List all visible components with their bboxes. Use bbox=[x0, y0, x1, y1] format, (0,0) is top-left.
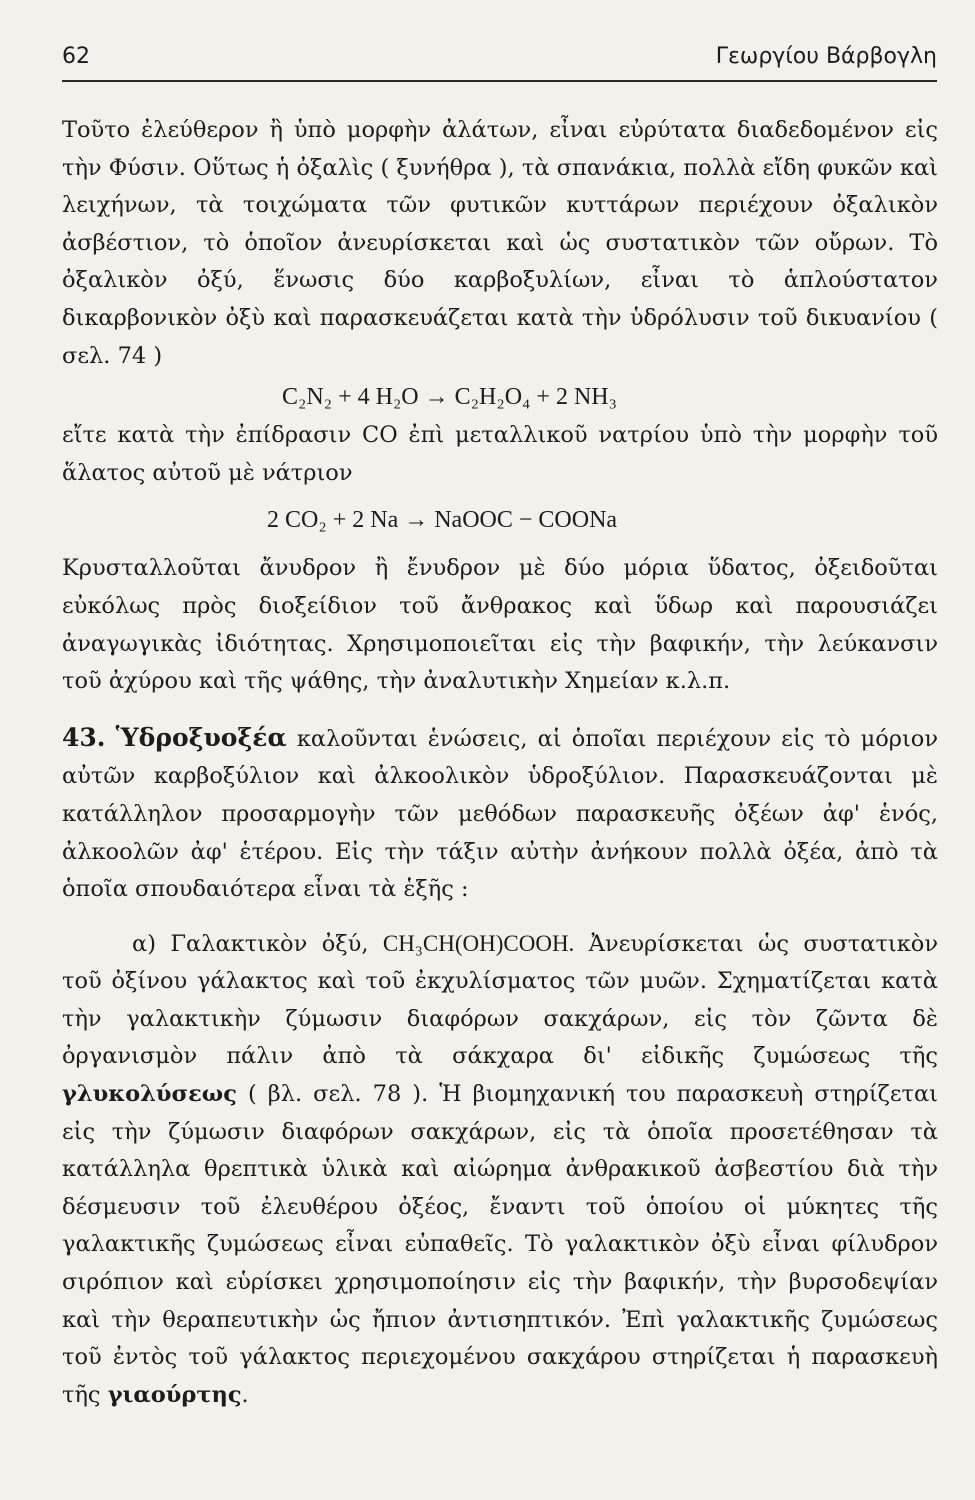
term-glycolysis: γλυκολύσεως bbox=[62, 1081, 237, 1108]
paragraph-oxalic-properties: Κρυσταλλοῦται ἄνυδρον ἢ ἔνυδρον μὲ δύο μόρια ὕδατος, ὀξειδοῦται εὐκόλως πρὸς διοξείδιον τοῦ ἄνθρακος καὶ ὕδωρ καὶ παρουσιάζει ἀναγωγικὰς ἰδιότητας. Χρησιμοποιεῖται εἰς τὴν βαφικήν, τὴν λεύκανσιν τοῦ ἀχύρου καὶ τῆς ψάθης, τὴν ἀναλυτικὴν Χημείαν κ.λ.π. bbox=[62, 555, 938, 695]
term-yogurt: γιαούρτης bbox=[107, 1381, 242, 1408]
equation-dicyanogen-hydrolysis: C₂N₂ + 4 H₂O → C₂H₂O₄ + 2 NH₃ bbox=[282, 384, 617, 411]
item-lactic-acid bbox=[62, 925, 938, 1415]
item-end-period: . bbox=[241, 1381, 249, 1408]
item-text-part2: ( βλ. σελ. 78 ). Ἡ βιομηχανική του παρασκευὴ στηρίζεται εἰς τὴν ζύμωσιν διαφόρων σακχάρων, εἰς τὰ ὁποῖα προσετέθησαν τὰ κατάλληλα θρεπτικὰ ὑλικὰ καὶ αἰώρημα ἀνθρακικοῦ ἀσβεστίου διὰ τὴν δέσμευσιν τοῦ ἐλευθέρου ὀξέος, ἔναντι τοῦ ὁποίου οἱ μύκητες τῆς γαλακτικῆς ζυμώσεως εἶναι εὐπαθεῖς. Τὸ γαλακτικὸν ὀξὺ εἶναι φίλυδρον σιρόπιον καὶ εὑρίσκει χρησιμοποίησιν εἰς τὴν βαφικήν, τὴν βυρσοδεψίαν καὶ τὴν θεραπευτικὴν ὡς ἤπιον ἀντισηπτικόν. Ἐπὶ γαλακτικῆς ζυμώσεως τοῦ ἐντὸς τοῦ γάλακτος περιεχομένου σακχάρου στηρίζεται ἡ παρασκευὴ τῆς bbox=[62, 1081, 938, 1408]
section-43 bbox=[62, 719, 938, 909]
section-intro-text: καλοῦνται ἑνώσεις, αἱ ὁποῖαι περιέχουν εἰς τὸ μόριον αὐτῶν καρβοξύλιον καὶ ἀλκοολικὸν ὑδροξύλιον. Παρασκευάζονται μὲ κατάλληλον προσαρμογὴν τῶν μεθόδων παρασκευῆς ὀξέων ἀφ' ἑνός, ἀλκοολῶν ἀφ' ἑτέρου. Εἰς τὴν τάξιν αὐτὴν ἀνήκουν πολλὰ ὀξέα, ἀπὸ τὰ ὁποῖα σπουδαιότερα εἶναι τὰ ἑξῆς : bbox=[62, 725, 939, 903]
page-body bbox=[62, 112, 938, 1414]
running-head-author: Γεωργίου Βάρβογλη bbox=[715, 44, 937, 69]
item-label: α) Γαλακτικὸν ὀξύ, bbox=[132, 930, 369, 957]
paragraph-oxalic-occurrence: Τοῦτο ἐλεύθερον ἢ ὑπὸ μορφὴν ἀλάτων, εἶναι εὐρύτατα διαδεδομένον εἰς τὴν Φύσιν. Οὕτως ἡ ὀξαλὶς ( ξυνήθρα ), τὰ σπανάκια, πολλὰ εἴδη φυκῶν καὶ λειχήνων, τὰ τοιχώματα τῶν φυτικῶν κυττάρων περιέχουν ὀξαλικὸν ἀσβέστιον, τὸ ὁποῖον ἀνευρίσκεται καὶ ὡς συστατικὸν τῶν οὔρων. Τὸ ὀξαλικὸν ὀξύ, ἕνωσις δύο καρβοξυλίων, εἶναι τὸ ἁπλούστατον δικαρβονικὸν ὀξὺ καὶ παρασκευάζεται κατὰ τὴν ὑδρόλυσιν τοῦ δικυανίου ( σελ. 74 ) bbox=[62, 117, 938, 369]
lactic-acid-formula: CH₃CH(OH)COOH. bbox=[382, 930, 575, 956]
section-title: Ὑδροξυοξέα bbox=[115, 722, 287, 752]
paragraph-co-sodium: εἴτε κατὰ τὴν ἐπίδρασιν CO ἐπὶ μεταλλικοῦ νατρίου ὑπὸ τὴν μορφὴν τοῦ ἅλατος αὐτοῦ μὲ νάτριον bbox=[62, 422, 938, 486]
page-number: 62 bbox=[62, 44, 90, 69]
equation-sodium-oxalate: 2 CO₂ + 2 Na → NaOOC − COONa bbox=[267, 507, 618, 534]
section-number: 43. bbox=[62, 722, 106, 752]
item-text-part1: Ἀνευρίσκεται ὡς συστατικὸν τοῦ ὀξίνου γάλακτος καὶ τοῦ ἐκχυλίσματος τῶν μυῶν. Σχηματίζεται κατὰ τὴν γαλακτικὴν ζύμωσιν διαφόρων σακχάρων, εἰς τὸν ζῶντα δὲ ὀργανισμὸν πάλιν ἀπὸ τὰ σάκχαρα δι' εἰδικῆς ζυμώσεως τῆς bbox=[62, 930, 939, 1070]
page-header bbox=[62, 40, 937, 82]
